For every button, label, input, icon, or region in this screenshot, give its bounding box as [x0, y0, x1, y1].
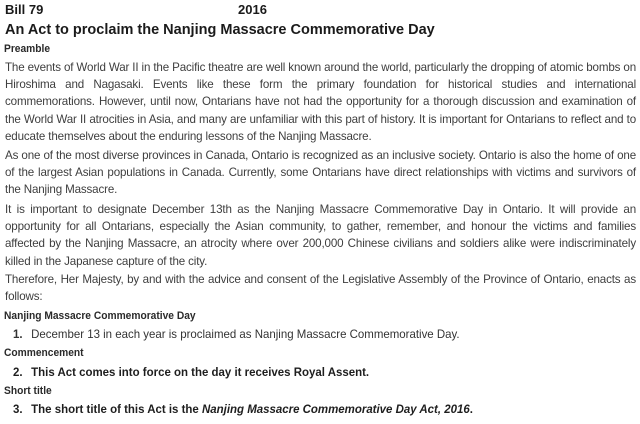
section-3-text-after: . — [469, 402, 473, 416]
bill-year: 2016 — [238, 2, 267, 17]
preamble-heading: Preamble — [4, 43, 51, 55]
section-2-text: This Act comes into force on the day it receives Royal Assent. — [31, 365, 370, 379]
section-1-number: 1. — [13, 327, 23, 341]
enacting-clause: Therefore, Her Majesty, by and with the advice and consent of the Legislative Assembly of the Province of Ontario, enacts as follows: — [5, 273, 636, 304]
section-3-text-before: The short title of this Act is the — [31, 402, 203, 416]
section-2-heading: Commencement — [4, 347, 84, 359]
preamble-paragraph-1: The events of World War II in the Pacific theatre are well known around the world, particularly the dropping of atomic bombs on Hiroshima and Nagasaki. Events like these form the primary foundation for historical studies and international commemorations. However, until now, Ontarians have not had the opportunity for a thorough discussion and examination of the World War II atrocities in Asia, and many are unfamiliar with this part of history. It is important for Ontarians to reflect and to educate themselves about the enduring lessons of the Nanjing Massacre. — [5, 61, 636, 143]
section-3-short-title: Nanjing Massacre Commemorative Day Act, 2016 — [202, 402, 470, 416]
bill-number: Bill 79 — [5, 2, 44, 17]
section-1-text: December 13 in each year is proclaimed as Nanjing Massacre Commemorative Day. — [31, 327, 460, 341]
section-1-heading: Nanjing Massacre Commemorative Day — [4, 310, 196, 322]
section-3-heading: Short title — [4, 385, 52, 397]
section-2-number: 2. — [13, 365, 23, 379]
section-1 — [13, 327, 460, 341]
preamble-paragraph-3: It is important to designate December 13th as the Nanjing Massacre Commemorative Day in Ontario. It will provide an opportunity for all Ontarians, especially the Asian community, to gather, remember, and honour the victims and families affected by the Nanjing Massacre, an atrocity where over 200,000 Chinese civilians and soldiers alike were indiscriminately killed in the Japanese capture of the city. — [5, 203, 636, 268]
section-2 — [13, 365, 369, 379]
section-3-number: 3. — [13, 402, 23, 416]
preamble-paragraph-2: As one of the most diverse provinces in Canada, Ontario is recognized as an inclusive society. Ontario is also the home of one of the largest Asian populations in Canada. Currently, some Ontarians have direct relationships with victims and survivors of the Nanjing Massacre. — [5, 149, 636, 197]
section-3 — [13, 402, 473, 416]
act-title: An Act to proclaim the Nanjing Massacre Commemorative Day — [5, 22, 435, 38]
